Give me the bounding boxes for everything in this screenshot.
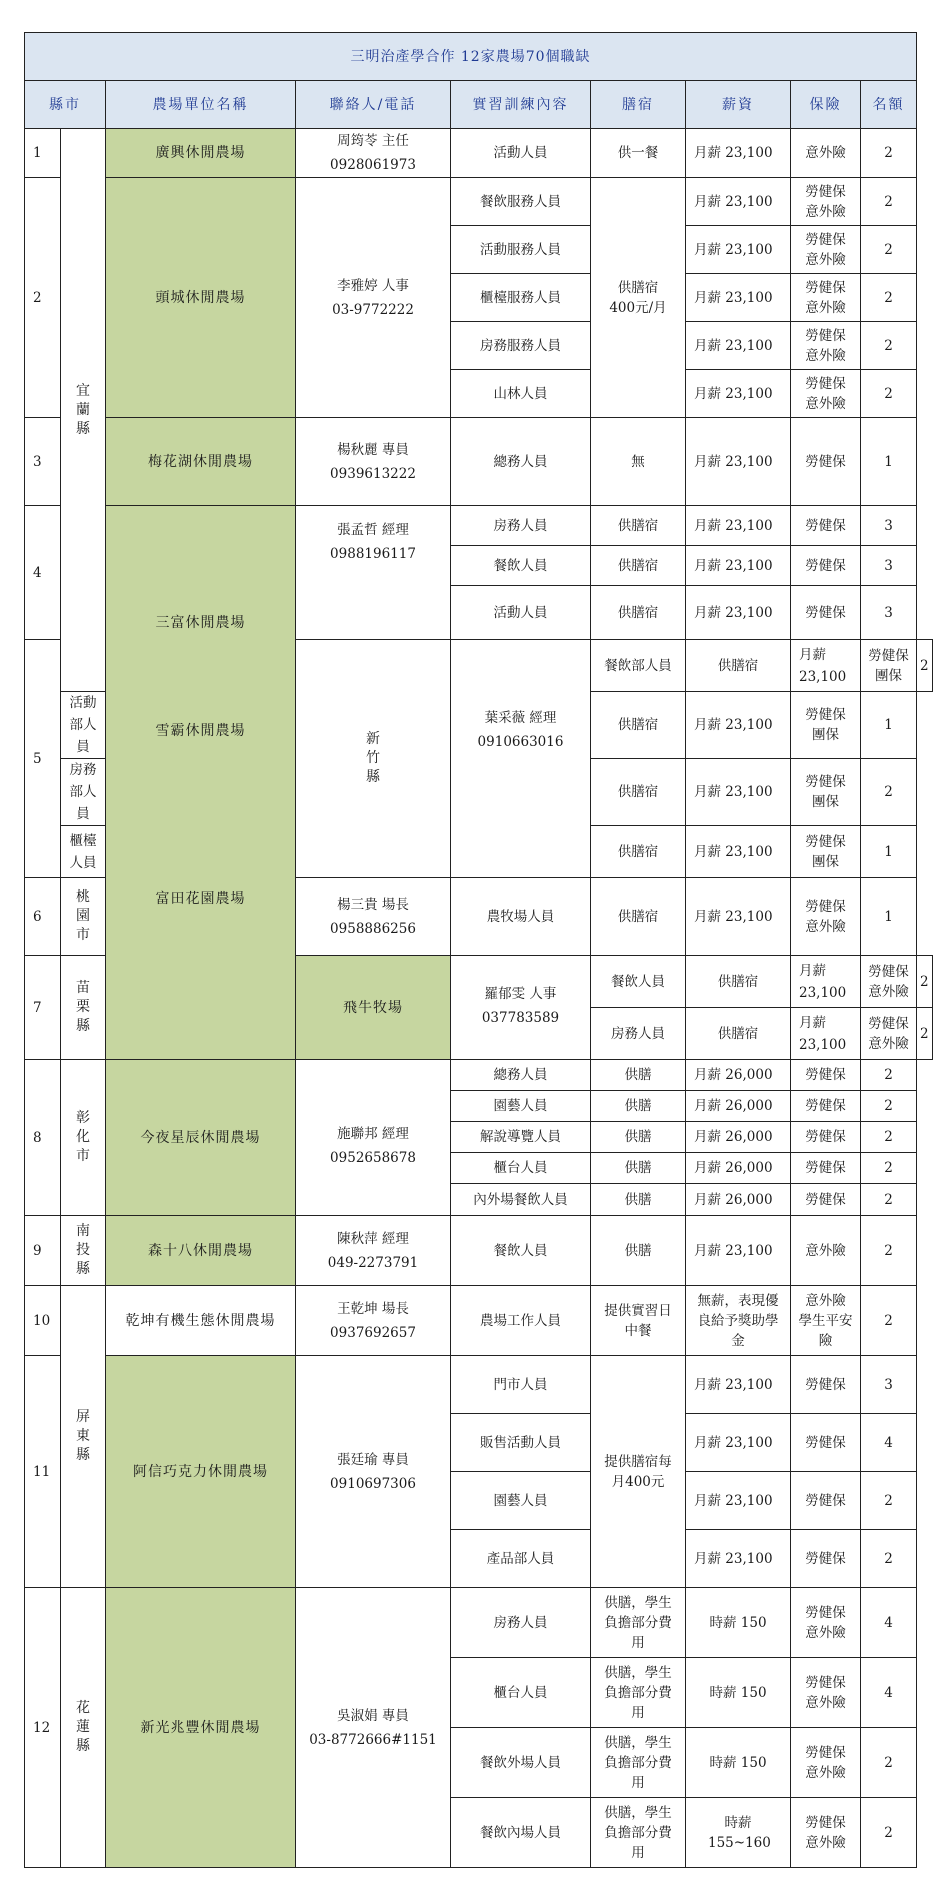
job-insurance [861, 640, 917, 692]
header-farm: 農場單位名稱 [106, 81, 296, 129]
job-role: 活動人員 [451, 586, 591, 640]
job-salary: 月薪 23,100 [686, 586, 791, 640]
job-quota: 4 [861, 1588, 917, 1658]
job-insurance [791, 878, 861, 956]
insurance-text: 勞健保 意外險 [805, 1744, 846, 1781]
contact-person: 周筠苓 主任 [337, 133, 409, 149]
job-quota: 2 [917, 1008, 933, 1060]
contact-cell [451, 956, 591, 1060]
job-salary: 時薪 150 [686, 1588, 791, 1658]
contact-phone: 0910663016 [477, 734, 564, 750]
job-role: 櫃台人員 [451, 1658, 591, 1728]
job-quota: 2 [861, 1184, 917, 1216]
job-quota: 2 [861, 1798, 917, 1868]
insurance-text: 勞健保 意外險 [805, 231, 846, 268]
farm-name: 阿信巧克力休閒農場 [106, 1356, 296, 1588]
farm-name [106, 506, 296, 1060]
contact-phone: 0952658678 [330, 1150, 416, 1166]
job-insurance [791, 1588, 861, 1658]
job-salary: 月薪 23,100 [686, 370, 791, 418]
job-quota: 1 [861, 692, 917, 759]
contact-phone: 03-8772666#1151 [309, 1731, 437, 1748]
job-quota: 1 [861, 826, 917, 878]
job-role: 內外場餐飲人員 [451, 1184, 591, 1216]
job-insurance [791, 759, 861, 826]
job-insurance: 勞健保 [791, 546, 861, 586]
job-quota: 2 [861, 322, 917, 370]
job-insurance: 勞健保 [791, 1091, 861, 1122]
job-role: 餐飲服務人員 [451, 178, 591, 226]
insurance-text: 勞健保 意外險 [805, 279, 846, 316]
job-insurance: 勞健保 [791, 1530, 861, 1588]
job-quota: 2 [861, 370, 917, 418]
table-row [25, 1356, 933, 1414]
job-meal: 供膳 [591, 1153, 686, 1184]
county-label: 宜蘭縣 [76, 382, 90, 437]
job-salary [686, 1798, 791, 1868]
farm-name-futian: 富田花園農場 [155, 890, 246, 907]
job-quota: 2 [861, 1216, 917, 1286]
salary-text: 無薪，表現優良給予獎助學金 [697, 1292, 779, 1349]
job-meal: 供膳宿 [686, 956, 791, 1008]
job-role: 餐飲人員 [591, 956, 686, 1008]
job-role: 餐飲外場人員 [451, 1728, 591, 1798]
contact-phone: 049-2273791 [327, 1254, 419, 1271]
county-label: 桃園市 [76, 889, 90, 943]
job-role: 解說導覽人員 [451, 1122, 591, 1153]
job-meal [591, 1728, 686, 1798]
job-role: 總務人員 [451, 1060, 591, 1091]
contact-cell [296, 878, 451, 956]
meal-text: 提供實習日中餐 [604, 1302, 672, 1339]
job-quota: 2 [861, 1060, 917, 1091]
table-row [25, 1286, 933, 1356]
county-label: 彰化市 [76, 1110, 90, 1164]
insurance-text: 勞健保 意外險 [805, 183, 846, 220]
contact-cell [451, 640, 591, 878]
job-insurance [791, 370, 861, 418]
farm-name: 飛牛牧場 [296, 956, 451, 1060]
job-role: 門市人員 [451, 1356, 591, 1414]
county-label: 苗栗縣 [76, 980, 90, 1034]
job-salary: 月薪 26,000 [686, 1184, 791, 1216]
job-role: 餐飲人員 [451, 546, 591, 586]
row-number: 12 [25, 1588, 61, 1868]
insurance-text: 勞健保 團保 [805, 774, 846, 810]
county-label: 新竹縣 [366, 731, 380, 785]
job-role: 餐飲人員 [451, 1216, 591, 1286]
row-number: 1 [25, 129, 61, 178]
contact-cell [296, 1286, 451, 1356]
job-salary: 月薪 23,100 [686, 546, 791, 586]
job-insurance [791, 692, 861, 759]
job-meal: 供膳宿 [591, 546, 686, 586]
farm-name: 頭城休閒農場 [106, 178, 296, 418]
contact-person: 羅郁雯 人事 [484, 986, 557, 1002]
contact-person: 張孟哲 經理 [337, 522, 409, 538]
job-role: 產品部人員 [451, 1530, 591, 1588]
job-salary: 月薪 23,100 [686, 226, 791, 274]
insurance-text: 勞健保 意外險 [805, 1674, 846, 1711]
farm-name: 新光兆豐休閒農場 [106, 1588, 296, 1868]
job-role: 餐飲部人員 [591, 640, 686, 692]
job-salary [686, 1286, 791, 1356]
county-miaoli [61, 956, 106, 1060]
job-salary: 月薪 23,100 [686, 1530, 791, 1588]
job-meal: 供膳宿 [591, 826, 686, 878]
job-insurance [791, 1798, 861, 1868]
job-insurance: 意外險 [791, 1216, 861, 1286]
contact-phone: 0910697306 [330, 1475, 416, 1492]
job-meal: 供膳宿 [591, 692, 686, 759]
farm-name: 梅花湖休閒農場 [106, 418, 296, 506]
contact-cell [296, 178, 451, 418]
job-meal [591, 1798, 686, 1868]
farm-name: 今夜星辰休閒農場 [106, 1060, 296, 1216]
job-meal: 無 [591, 418, 686, 506]
internship-table [24, 32, 933, 1868]
job-quota: 3 [861, 586, 917, 640]
row-number: 7 [25, 956, 61, 1060]
job-insurance: 勞健保 [791, 506, 861, 546]
meal-text: 提供膳宿每月400元 [604, 1453, 672, 1490]
job-quota: 3 [861, 506, 917, 546]
job-insurance [791, 178, 861, 226]
contact-cell [296, 1356, 451, 1588]
job-role: 總務人員 [451, 418, 591, 506]
contact-person: 楊三貴 場長 [337, 896, 409, 913]
table-row [25, 178, 933, 226]
job-salary: 月薪 23,100 [686, 418, 791, 506]
job-role: 櫃檯人員 [61, 826, 106, 878]
county-hsinchu [296, 640, 451, 878]
job-role: 房務人員 [591, 1008, 686, 1060]
contact-person: 王乾坤 場長 [337, 1300, 409, 1317]
contact-cell [296, 1216, 451, 1286]
insurance-text: 勞健保 意外險 [805, 375, 846, 412]
job-meal: 供膳宿 [686, 1008, 791, 1060]
contact-person: 陳秋萍 經理 [337, 1230, 409, 1247]
job-salary: 月薪 23,100 [686, 178, 791, 226]
job-quota: 2 [861, 178, 917, 226]
job-insurance: 勞健保 [791, 586, 861, 640]
job-quota: 2 [861, 274, 917, 322]
job-insurance: 勞健保 [791, 1153, 861, 1184]
contact-phone: 0958886256 [330, 920, 416, 937]
job-quota: 2 [861, 1728, 917, 1798]
meal-text: 供膳宿 400元/月 [609, 279, 667, 316]
county-changhua [61, 1060, 106, 1216]
contact-cell [296, 506, 451, 640]
job-role: 活動部人員 [61, 692, 106, 759]
header-meal: 膳宿 [591, 81, 686, 129]
job-quota: 1 [861, 418, 917, 506]
job-quota: 3 [861, 546, 917, 586]
job-insurance: 意外險 [791, 129, 861, 178]
contact-person: 楊秋麗 專員 [337, 441, 409, 458]
job-insurance: 勞健保 [791, 1122, 861, 1153]
job-quota: 2 [861, 1091, 917, 1122]
job-quota: 2 [861, 1286, 917, 1356]
insurance-text: 勞健保 意外險 [868, 1015, 909, 1052]
meal-text: 供膳，學生負擔部分費用 [604, 1734, 672, 1791]
contact-phone: 037783589 [481, 1010, 560, 1026]
row-number: 11 [25, 1356, 61, 1588]
insurance-text: 勞健保 意外險 [868, 963, 909, 1000]
row-number: 3 [25, 418, 61, 506]
contact-phone: 0939613222 [330, 465, 416, 482]
contact-cell [296, 129, 451, 178]
contact-person: 施聯邦 經理 [337, 1126, 409, 1142]
table-title: 三明治產學合作 12家農場70個職缺 [25, 33, 917, 81]
row-number: 4 [25, 506, 61, 640]
job-insurance: 勞健保 [791, 1356, 861, 1414]
contact-person: 吳淑娟 專員 [337, 1707, 409, 1724]
job-meal: 供膳 [591, 1184, 686, 1216]
table-row [25, 129, 933, 178]
row-number: 10 [25, 1286, 61, 1356]
job-meal: 供膳 [591, 1122, 686, 1153]
job-role: 園藝人員 [451, 1472, 591, 1530]
job-salary: 時薪 150 [686, 1658, 791, 1728]
contact-phone: 03-9772222 [332, 301, 414, 318]
insurance-text: 勞健保 團保 [805, 707, 846, 743]
job-insurance [791, 1286, 861, 1356]
county-nantou [61, 1216, 106, 1286]
job-role: 房務人員 [451, 506, 591, 546]
table-row [25, 1216, 933, 1286]
job-insurance [861, 956, 917, 1008]
job-role: 園藝人員 [451, 1091, 591, 1122]
job-insurance [791, 1728, 861, 1798]
header-contact: 聯絡人/電話 [296, 81, 451, 129]
job-salary: 月薪 23,100 [686, 826, 791, 878]
job-quota: 2 [861, 129, 917, 178]
job-quota: 2 [917, 640, 933, 692]
county-taoyuan [61, 878, 106, 956]
job-role: 活動服務人員 [451, 226, 591, 274]
job-insurance: 勞健保 [791, 1472, 861, 1530]
job-role: 房務服務人員 [451, 322, 591, 370]
row-number: 5 [25, 640, 61, 878]
county-pingtung [61, 1286, 106, 1588]
job-quota: 2 [861, 759, 917, 826]
farm-name: 廣興休閒農場 [106, 129, 296, 178]
job-quota: 2 [861, 1530, 917, 1588]
job-role: 櫃台人員 [451, 1153, 591, 1184]
header-content: 實習訓練內容 [451, 81, 591, 129]
job-meal: 供一餐 [591, 129, 686, 178]
row-number: 6 [25, 878, 61, 956]
job-meal [591, 178, 686, 418]
county-label: 南投縣 [76, 1223, 90, 1277]
job-quota: 2 [861, 226, 917, 274]
row-number: 8 [25, 1060, 61, 1216]
job-salary: 月薪 23,100 [686, 692, 791, 759]
farm-name-xueba: 雪霸休閒農場 [155, 722, 246, 739]
job-quota: 2 [861, 1472, 917, 1530]
county-yilan [61, 129, 106, 692]
insurance-text: 勞健保 意外險 [805, 327, 846, 364]
job-salary: 月薪 26,000 [686, 1122, 791, 1153]
job-insurance: 勞健保 [791, 418, 861, 506]
insurance-text: 意外險 學生平安險 [798, 1292, 853, 1349]
job-quota: 4 [861, 1658, 917, 1728]
job-insurance [861, 1008, 917, 1060]
job-insurance: 勞健保 [791, 1414, 861, 1472]
job-salary: 月薪 23,100 [686, 506, 791, 546]
county-label: 花蓮縣 [76, 1700, 90, 1754]
insurance-text: 勞健保 意外險 [805, 1604, 846, 1641]
table-row [25, 506, 933, 546]
job-quota: 2 [861, 1122, 917, 1153]
meal-text: 供膳，學生負擔部分費用 [604, 1594, 672, 1651]
contact-cell [296, 1060, 451, 1216]
job-insurance [791, 826, 861, 878]
job-insurance [791, 226, 861, 274]
table-row [25, 1060, 933, 1091]
job-meal [591, 1658, 686, 1728]
job-salary: 月薪 23,100 [791, 956, 861, 1008]
insurance-text: 勞健保 團保 [868, 647, 909, 684]
salary-text: 時薪 155~160 [708, 1814, 771, 1851]
contact-cell [296, 418, 451, 506]
job-quota: 4 [861, 1414, 917, 1472]
job-role: 活動人員 [451, 129, 591, 178]
contact-phone: 0988196117 [330, 546, 416, 562]
job-meal [591, 1286, 686, 1356]
contact-phone: 0928061973 [330, 157, 416, 173]
job-meal: 供膳宿 [591, 506, 686, 546]
job-role: 房務部人員 [61, 759, 106, 826]
farm-name: 森十八休閒農場 [106, 1216, 296, 1286]
contact-person: 李雅婷 人事 [337, 277, 409, 294]
job-role: 山林人員 [451, 370, 591, 418]
job-salary: 月薪 23,100 [686, 1216, 791, 1286]
job-role: 櫃檯服務人員 [451, 274, 591, 322]
job-salary: 月薪 26,000 [686, 1153, 791, 1184]
job-insurance [791, 1658, 861, 1728]
job-insurance: 勞健保 [791, 1184, 861, 1216]
header-quota: 名額 [861, 81, 917, 129]
job-salary: 月薪 26,000 [686, 1060, 791, 1091]
county-label: 屏東縣 [76, 1409, 90, 1463]
job-role: 房務人員 [451, 1588, 591, 1658]
job-salary: 月薪 23,100 [686, 322, 791, 370]
insurance-text: 勞健保 意外險 [805, 1814, 846, 1851]
job-insurance [791, 274, 861, 322]
job-salary: 月薪 23,100 [686, 1472, 791, 1530]
job-quota: 2 [917, 956, 933, 1008]
table-row [25, 1588, 933, 1658]
job-salary: 月薪 23,100 [686, 878, 791, 956]
job-role: 販售活動人員 [451, 1414, 591, 1472]
farm-name: 乾坤有機生態休閒農場 [106, 1286, 296, 1356]
job-meal: 供膳宿 [591, 759, 686, 826]
job-meal: 供膳宿 [686, 640, 791, 692]
job-meal: 供膳 [591, 1060, 686, 1091]
job-quota: 2 [861, 1153, 917, 1184]
job-meal [591, 1356, 686, 1588]
job-meal: 供膳宿 [591, 586, 686, 640]
header-insurance: 保險 [791, 81, 861, 129]
job-salary: 月薪 23,100 [686, 1414, 791, 1472]
job-meal: 供膳 [591, 1216, 686, 1286]
row-number: 9 [25, 1216, 61, 1286]
contact-cell [296, 1588, 451, 1868]
row-number: 2 [25, 178, 61, 418]
contact-person: 張廷瑜 專員 [337, 1451, 409, 1468]
farm-name-sanfu: 三富休閒農場 [155, 614, 246, 631]
job-meal: 供膳 [591, 1091, 686, 1122]
job-salary: 月薪 23,100 [686, 759, 791, 826]
job-salary: 月薪 23,100 [686, 274, 791, 322]
meal-text: 供膳，學生負擔部分費用 [604, 1804, 672, 1861]
job-salary: 月薪 26,000 [686, 1091, 791, 1122]
table-row [25, 418, 933, 506]
header-salary: 薪資 [686, 81, 791, 129]
job-salary: 月薪 23,100 [686, 129, 791, 178]
meal-text: 供膳，學生負擔部分費用 [604, 1664, 672, 1721]
job-salary: 月薪 23,100 [686, 1356, 791, 1414]
job-quota: 3 [861, 1356, 917, 1414]
job-insurance: 勞健保 [791, 1060, 861, 1091]
job-role: 農場工作人員 [451, 1286, 591, 1356]
job-insurance [791, 322, 861, 370]
job-salary: 月薪 23,100 [791, 640, 861, 692]
job-salary: 時薪 150 [686, 1728, 791, 1798]
header-county: 縣市 [25, 81, 106, 129]
job-salary: 月薪 23,100 [791, 1008, 861, 1060]
job-role: 農牧場人員 [451, 878, 591, 956]
insurance-text: 勞健保 意外險 [805, 898, 846, 935]
insurance-text: 勞健保 團保 [805, 833, 846, 870]
job-quota: 1 [861, 878, 917, 956]
job-meal: 供膳宿 [591, 878, 686, 956]
job-role: 餐飲內場人員 [451, 1798, 591, 1868]
county-hualien [61, 1588, 106, 1868]
job-meal [591, 1588, 686, 1658]
contact-person: 葉采薇 經理 [484, 710, 557, 726]
contact-phone: 0937692657 [330, 1324, 416, 1341]
